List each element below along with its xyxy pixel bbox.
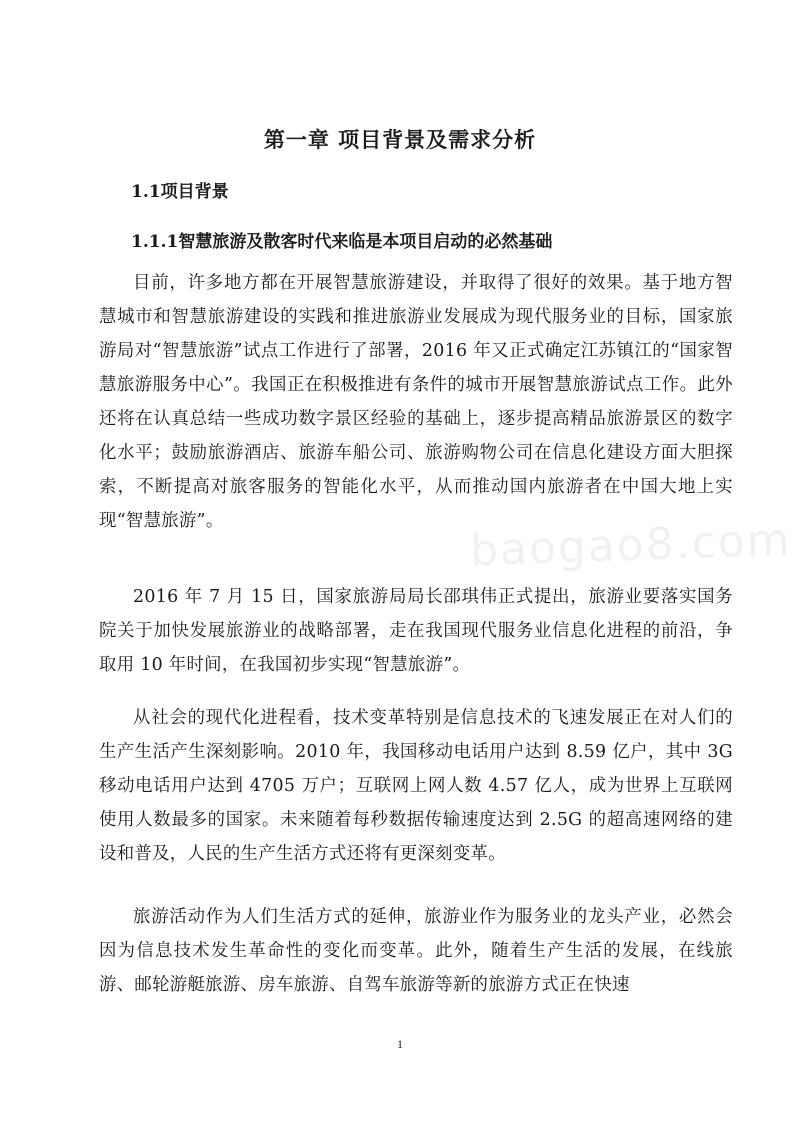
paragraph-1: 目前，许多地方都在开展智慧旅游建设，并取得了很好的效果。基于地方智慧城市和智慧旅游建设的实践和推进旅游业发展成为现代服务业的目标，国家旅游局对“智慧旅游”试点工作进行了部署，2016 年又正式确定江苏镇江的“国家智慧旅游服务中心”。我国正在积极推进有条件的城市开展智慧旅游试点工作。此外还将在认真总结一些成功数字景区经验的基础上，逐步提高精品旅游景区的数字化水平；鼓励旅游酒店、旅游车船公司、旅游购物公司在信息化建设方面大胆探索，不断提高对旅客服务的智能化水平，从而推动国内旅游者在中国大地上实现“智慧旅游”。 [99, 273, 733, 531]
paragraph-4: 旅游活动作为人们生活方式的延伸，旅游业作为服务业的龙头产业，必然会因为信息技术发生革命性的变化而变革。此外，随着生产生活的发展，在线旅游、邮轮游艇旅游、房车旅游、自驾车旅游等新的旅游方式正在快速 [99, 907, 733, 995]
section-heading: 1.1项目背景 [131, 182, 229, 202]
chapter-title: 第一章 项目背景及需求分析 [263, 127, 537, 152]
page-number: 1 [397, 1037, 403, 1051]
paragraph-3: 从社会的现代化进程看，技术变革特别是信息技术的飞速发展正在对人们的生产生活产生深刻影响。2010 年，我国移动电话用户达到 8.59 亿户，其中 3G 移动电话用户达到 4705 万户；互联网上网人数 4.57 亿人，成为世界上互联网使用人数最多的国家。未来随着每秒数据传输速度达到 2.5G 的超高速网络的建设和普及，人民的生产生活方式还将有更深刻变革。 [99, 708, 733, 864]
paragraph-2: 2016 年 7 月 15 日，国家旅游局局长邵琪伟正式提出，旅游业要落实国务院关于加快发展旅游业的战略部署，走在我国现代服务业信息化进程的前沿，争取用 10 年时间，在我国初步实现“智慧旅游”。 [99, 587, 733, 675]
watermark: baogao8.com [469, 514, 793, 577]
subsection-heading: 1.1.1智慧旅游及散客时代来临是本项目启动的必然基础 [131, 232, 553, 252]
